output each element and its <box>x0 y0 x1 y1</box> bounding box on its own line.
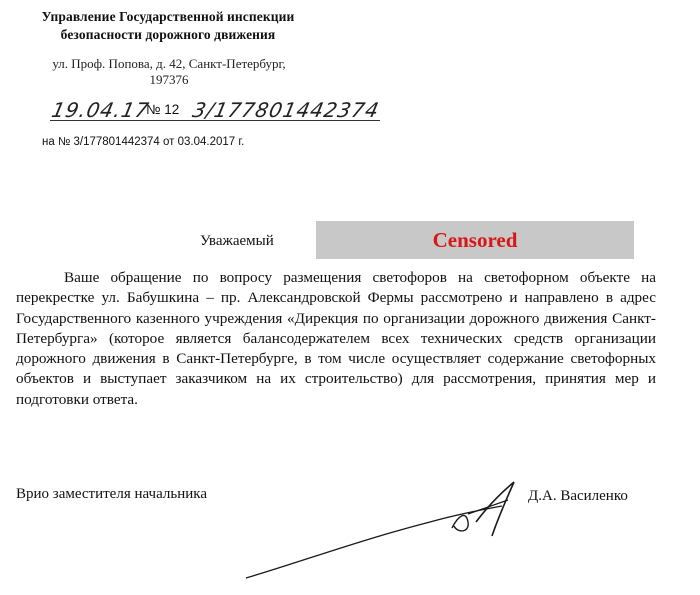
signer-title: Врио заместителя начальника <box>16 486 207 502</box>
registration-number: 3/177801442374 <box>190 98 382 122</box>
organization-address <box>44 56 294 88</box>
registration-number-label: № 12 <box>146 102 180 117</box>
organization-name <box>18 8 318 44</box>
handwritten-signature-icon <box>240 470 530 590</box>
censored-recipient-box <box>316 221 634 259</box>
registration-underline <box>50 120 380 121</box>
body-paragraph: Ваше обращение по вопросу размещения светофоров на светофорном объекте на перекрестке ул. Бабушкина – пр. Александровской Фермы рассмотрено и направлено в адрес Государственного казенного учреждения «Дирекция по организации дорожного движения Санкт-Петербурга» (которое является балансодержателем всех технических средств организации дорожного движения в Санкт-Петербурге, в том числе осуществляет содержание светофорных объектов и выступает заказчиком на их строительство) для рассмотрения, принятия мер и подготовки ответа. <box>16 269 656 408</box>
reference-number: на № 3/177801442374 от 03.04.2017 г. <box>42 136 245 148</box>
organization-name-line-2: безопасности дорожного движения <box>60 27 276 42</box>
censored-label: Censored <box>432 227 518 252</box>
address-line-2: 197376 <box>149 72 189 87</box>
letter-body <box>16 268 656 410</box>
greeting: Уважаемый <box>200 233 274 249</box>
registration-date: 19.04.17 <box>49 98 152 122</box>
signer-name: Д.А. Василенко <box>528 488 628 504</box>
address-line-1: ул. Проф. Попова, д. 42, Санкт-Петербург, <box>52 56 286 71</box>
organization-name-line-1: Управление Государственной инспекции <box>41 9 295 24</box>
registration-line <box>30 98 380 122</box>
